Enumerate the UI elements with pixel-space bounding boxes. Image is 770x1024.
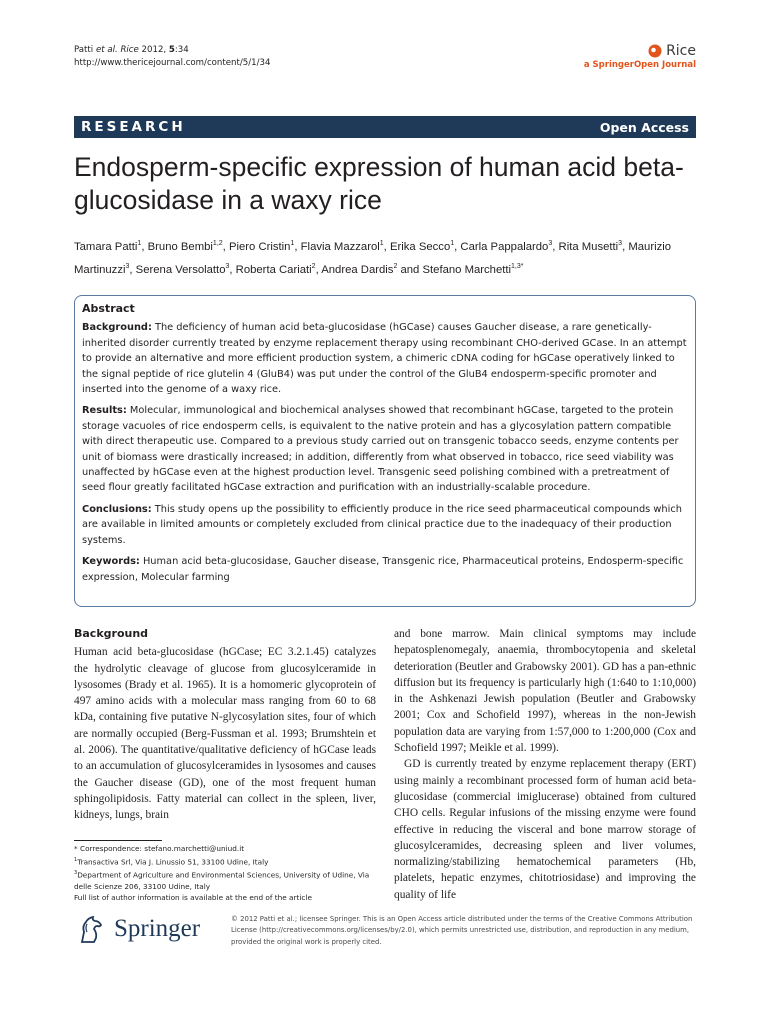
affiliation-note: $^3$Department of Agriculture and Environmental Sciences, University of Udine, Via delle Scienze 206, 33100 Udine, Italy bbox=[74, 869, 370, 891]
author-name: Serena Versolatto bbox=[135, 263, 226, 276]
abstract-heading: Abstract bbox=[82, 302, 135, 315]
author-affiliation-mark: 1 bbox=[137, 240, 142, 247]
section-heading: Background bbox=[74, 627, 149, 640]
correspondence-note: * Correspondence: stefano.marchetti@uniud.it bbox=[74, 844, 245, 853]
author-affiliation-mark: 3 bbox=[125, 262, 130, 270]
footnotes bbox=[74, 843, 376, 904]
license-statement: © 2012 Patti et al.; licensee Springer. This is an Open Access article distributed under the terms of the Creative Commons Attribution License (http://creativecommons.org/licenses/by/2.0), which permits unrestricted use, distribution, and reproduction in any medium, provided the original work is properly cited. bbox=[231, 915, 693, 946]
rice-logo-icon bbox=[648, 44, 662, 58]
author-affiliation-mark: 1,3* bbox=[511, 262, 524, 270]
abstract-results: Results: Molecular, immunological and biochemical analyses showed that recombinant hGCase, targeted to the protein storage vacuoles of rice endosperm cells, is equivalent to the native protein and has a glycosylation pattern compatible with direct therapeutic use. Compared to a previous study carried out on transgenic tobacco seeds, enzyme contents per unit of biomass were drastically increased; in addition, differently from what observed in tobacco, rice seed viability was unaffected by hGCase even at the highest production level. Transgenic seed polishing combined with a pretreatment of seed flour greatly facilitated hGCase extraction and purification with an industrially-scalable procedure. bbox=[82, 405, 679, 494]
abstract-keywords: Keywords: Human acid beta-glucosidase, Gaucher disease, Transgenic rice, Pharmaceutical proteins, Endosperm-specific expression, Molecular farming bbox=[82, 556, 684, 583]
author-name: Andrea Dardis bbox=[321, 263, 394, 276]
author-affiliation-mark: 1 bbox=[450, 240, 455, 247]
author-affiliation-mark: 2 bbox=[311, 262, 316, 270]
author-affiliation-mark: 1,2 bbox=[212, 240, 223, 247]
author-info-note: Full list of author information is available at the end of the article bbox=[74, 893, 312, 903]
author-list: Tamara Patti$^1$, Bruno Bembi$^{1,2}$, Piero Cristin$^1$, Flavia Mazzarol$^1$, Erika Secco$^1$, Carla Pappalardo$^3$, Rita Musetti$^3$, Maurizio Martinuzzi$^3$, Serena Versolatto$^3$, Roberta Cariati$^2$, Andrea Dardis$^2$ and Stefano Marchetti$^{1,3*}$ bbox=[74, 240, 672, 276]
springer-logo bbox=[74, 912, 200, 946]
author-name: Piero Cristin bbox=[228, 240, 291, 253]
author-affiliation-mark: 2 bbox=[393, 262, 398, 270]
body-paragraph: GD is currently treated by enzyme replacement therapy (ERT) using mainly a recombinant processed form of human acid beta-glucosidase (commercial imiglucerase) obtained from cultured CHO cells. Regular infusions of the missing enzyme were found effective in reducing the visceral and bone marrow storage of glucosylceramides, decreasing spleen and liver volumes, normalizing/stabilizing hematochemical parameters (Hb, platelets, hepatic enzymes, chitotriosidase) and improving the quality of life bbox=[394, 758, 696, 901]
journal-publisher-tagline: a SpringerOpen Journal bbox=[583, 60, 696, 70]
citation-line: Patti et al. Rice 2012, 5:34 bbox=[74, 45, 189, 55]
journal-name: Rice bbox=[666, 43, 696, 59]
journal-logo bbox=[584, 43, 696, 70]
author-name: Rita Musetti bbox=[558, 240, 619, 253]
open-access-badge: Open Access bbox=[599, 119, 689, 135]
abstract-box bbox=[74, 295, 696, 607]
body-column-left bbox=[74, 626, 376, 824]
footnote-divider bbox=[74, 840, 162, 841]
author-affiliation-mark: 3 bbox=[548, 240, 553, 247]
author-name: Stefano Marchetti bbox=[422, 263, 512, 276]
author-name: Bruno Bembi bbox=[147, 240, 213, 253]
author-affiliation-mark: 3 bbox=[618, 240, 623, 247]
article-type: RESEARCH bbox=[81, 119, 186, 135]
abstract-background: Background: The deficiency of human acid beta-glucosidase (hGCase) causes Gaucher disease, a rare genetically-inherited disorder currently treated by enzyme replacement therapy using recombinant CHO-derived GCase. In an attempt to provide an alternative and more efficient production system, a chimeric cDNA coding for hGCase operatively linked to the signal peptide of rice glutelin 4 (GluB4) was put under the control of the GluB4 endosperm-specific promoter and inserted into the genome of a waxy rice. bbox=[82, 322, 687, 396]
body-paragraph: Human acid beta-glucosidase (hGCase; EC 3.2.1.45) catalyzes the hydrolytic cleavage of glucose from glucosylceramide in lysosomes (Brady et al. 1965). It is a homomeric glycoprotein of 497 amino acids with a molecular mass ranging from 60 to 68 kDa, containing five putative N-glycosylation sites, four of which are normally occupied (Berg-Fussman et al. 1993; Brumshtein et al. 2006). The quantitative/qualitative deficiency of hGCase leads to an accumulation of glucosylceramides in lysosomes and causes the Gaucher disease (GD), one of the most frequent human sphingolipidosis. Fatty material can collect in the spleen, liver, kidneys, lungs, brain bbox=[74, 646, 376, 822]
author-name: Roberta Cariati bbox=[235, 263, 312, 276]
article-url[interactable]: http://www.thericejournal.com/content/5/1/34 bbox=[74, 58, 271, 68]
author-name: Tamara Patti bbox=[74, 240, 138, 253]
author-name: Carla Pappalardo bbox=[460, 240, 549, 253]
springer-horse-icon bbox=[74, 912, 108, 946]
author-affiliation-mark: 1 bbox=[290, 240, 295, 247]
author-affiliation-mark: 1 bbox=[379, 240, 384, 247]
springer-wordmark: Springer bbox=[114, 915, 201, 942]
author-affiliation-mark: 3 bbox=[225, 262, 230, 270]
author-name: Flavia Mazzarol bbox=[300, 240, 380, 253]
article-title: Endosperm-specific expression of human acid beta-glucosidase in a waxy rice bbox=[74, 152, 684, 215]
article-type-bar bbox=[74, 116, 696, 138]
affiliation-note: $^1$Transactiva Srl, Via J. Linussio 51, 33100 Udine, Italy bbox=[74, 856, 269, 867]
abstract-conclusions: Conclusions: This study opens up the possibility to efficiently produce in the rice seed pharmaceutical compounds which are available in limited amounts or completely excluded from clinical practice due to the inadequacy of their production systems. bbox=[82, 503, 682, 546]
author-name: Maurizio Martinuzzi bbox=[74, 240, 672, 276]
body-paragraph: and bone marrow. Main clinical symptoms may include hepatosplenomegaly, anaemia, thrombocytopenia and skeletal deterioration (Beutler and Grabowsky 2001). GD has a pan-ethnic diffusion but its frequency is particularly high (1:640 to 1:10,000) in the Ashkenazi Jewish population (Beutler and Grabowsky 2001; Cox and Schofield 1997), whereas in the non-Jewish population data are varying from 1:57,000 to 1:200,000 (Cox and Schofield 1997; Meikle et al. 1999). bbox=[394, 628, 696, 755]
citation-header bbox=[74, 44, 270, 70]
body-column-right bbox=[394, 626, 696, 903]
author-name: Erika Secco bbox=[389, 240, 451, 253]
